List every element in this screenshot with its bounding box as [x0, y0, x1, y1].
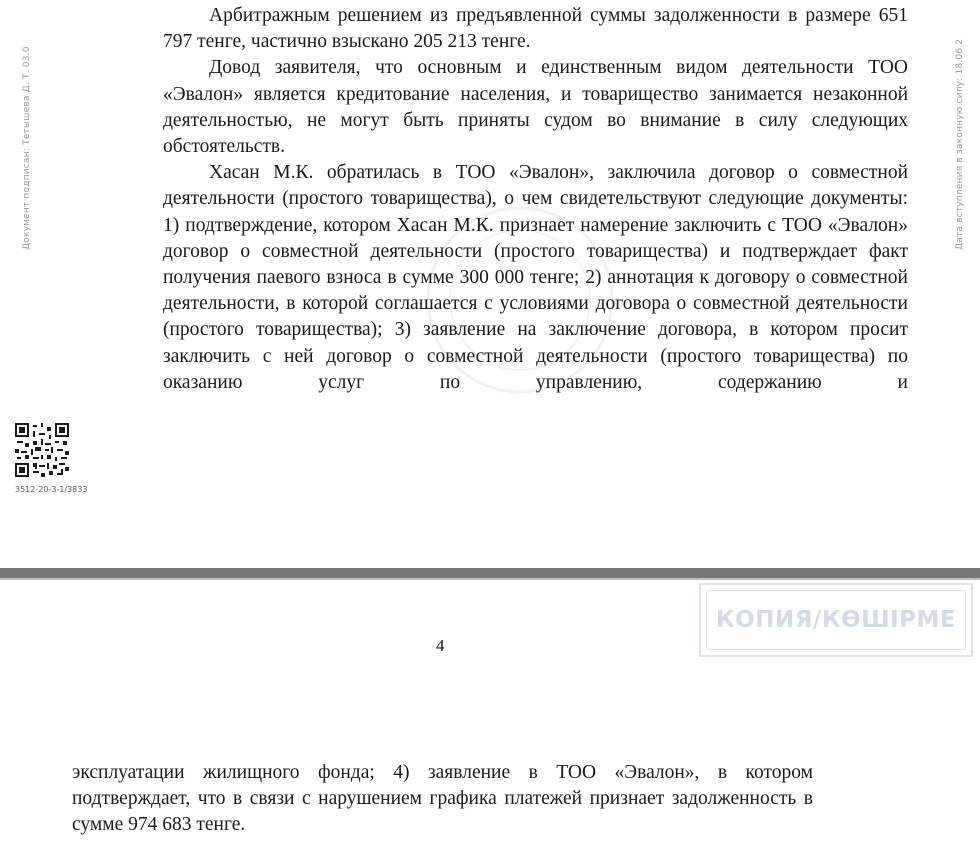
copy-stamp-frame — [706, 590, 966, 650]
page-number: 4 — [436, 636, 445, 655]
paragraph-arbitration-decision: Арбитражным решением из предъявленной суммы задолженности в размере 651 797 тенге, частично взыскано 205 213 тенге. — [163, 5, 908, 53]
paragraph-applicant-argument: Довод заявителя, что основным и единственным видом деятельности ТОО «Эвалон» является кредитование населения, и товарищество занимается незаконной деятельностью, не могут быть приняты судом во внимание в силу следующих обстоятельств. — [163, 57, 908, 158]
copy-stamp — [699, 583, 973, 657]
copy-stamp-label: КОПИЯ/КӨШІРМЕ — [715, 607, 957, 633]
page-separator — [0, 568, 980, 578]
page-3-body-text — [163, 3, 908, 396]
qr-code-number: 3512-20-3-1/3833 — [15, 485, 88, 494]
paragraph-contract-documents: Хасан М.К. обратилась в ТОО «Эвалон», заключила договор о совместной деятельности (простого товарищества), о чем свидетельствуют следующие документы: 1) подтверждение, котором Хасан М.К. признает намерение заключить с ТОО «Эвалон» договор о совместной деятельности (простого товарищества) и подтверждает факт получения паевого взноса в сумме 300 000 тенге; 2) аннотация к договору о совместной деятельности, в которой соглашается с условиями договора о совместной деятельности (простого товарищества); 3) заявление на заключение договора, в котором просит заключить с ней договор о совместной деятельности (простого товарищества) по оказанию услуг по управлению, содержанию и — [163, 162, 908, 393]
qr-code-icon — [15, 423, 69, 477]
margin-signature-text: Документ подписан: Тетышева Д. Т. 03.0 — [22, 46, 32, 250]
paragraph-debt-acknowledgement: эксплуатации жилищного фонда; 4) заявление в ТОО «Эвалон», в котором подтверждает, что в связи с нарушением графика платежей признает задолженность в сумме 974 683 тенге. — [72, 762, 813, 836]
page-4-body-text — [72, 760, 813, 839]
margin-effective-date-text: Дата вступления в законную силу: 18.06.2 — [955, 38, 965, 250]
page-separator-shadow — [0, 578, 980, 580]
